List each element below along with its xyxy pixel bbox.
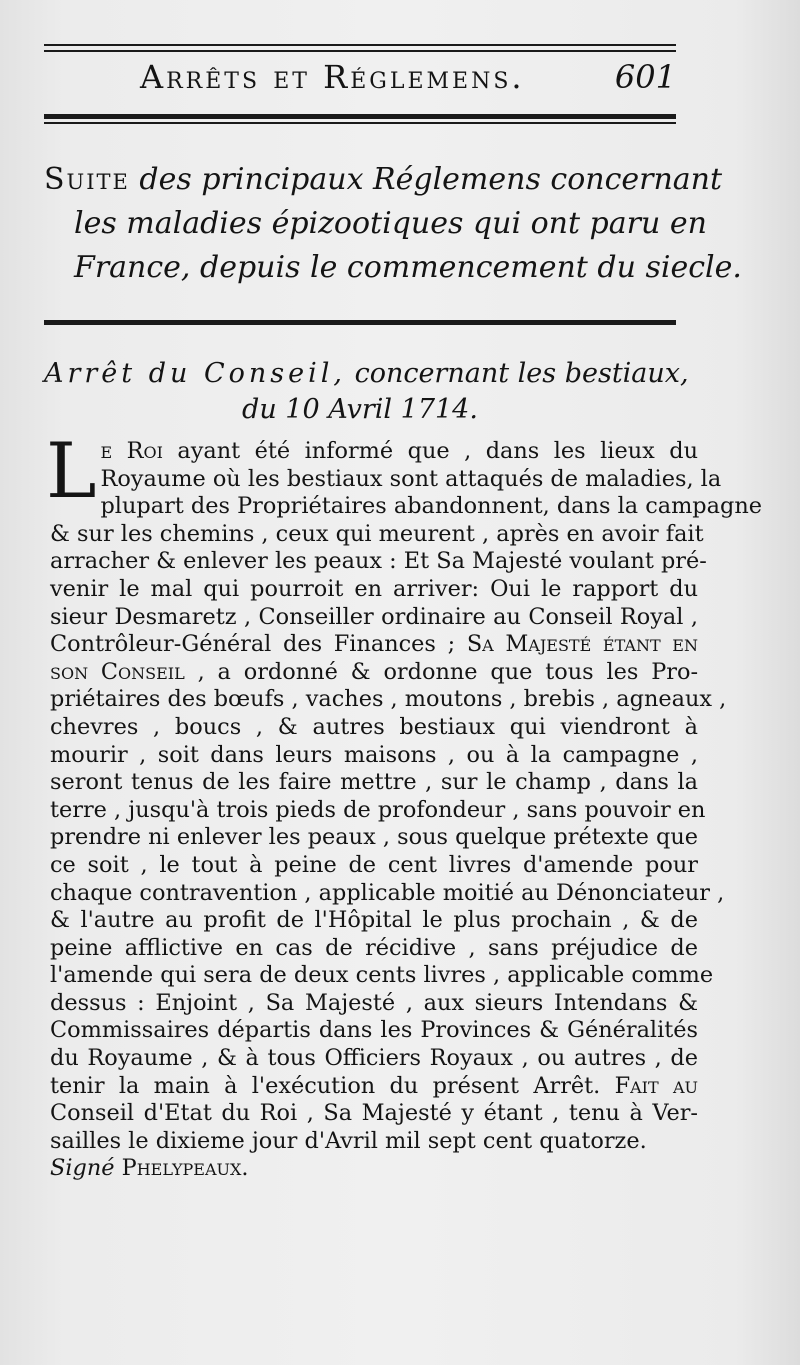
body-line: [50, 1045, 698, 1073]
body-line-text: terre , jusqu'à trois pieds de profondeur , sans pouvoir en: [50, 796, 706, 823]
body-line-text: peine afflictive en cas de récidive , sans préjudice de: [50, 934, 698, 961]
body-line: [50, 742, 698, 770]
head-rule: [44, 114, 676, 119]
body-line-text: du Royaume , & à tous Officiers Royaux , ou autres , de: [50, 1045, 698, 1072]
signature: [50, 1155, 698, 1183]
body-line: [50, 604, 698, 632]
body-line: [50, 714, 698, 742]
signature-label: Signé: [50, 1155, 115, 1182]
body-line-text: sieur Desmaretz , Conseiller ordinaire au Conseil Royal ,: [50, 603, 698, 630]
body-line-text: mourir , soit dans leurs maisons , ou à la campagne ,: [50, 741, 698, 768]
body-line-text: Commissaires départis dans les Provinces & Généralités: [50, 1017, 698, 1044]
body-line: [50, 631, 698, 659]
body-line: [50, 962, 714, 990]
body-line: [50, 879, 725, 908]
running-head-title: Arrêts et Réglemens.: [140, 58, 525, 96]
body-line-text: venir le mal qui pourroit en arriver: Oui le rapport du: [50, 575, 698, 602]
drop-cap: L: [46, 426, 97, 515]
body-line: [50, 796, 706, 825]
body-line-text: ce soit , le tout à peine de cent livres d'amende pour: [50, 851, 698, 878]
body-line: [50, 493, 762, 521]
body-line-text: arracher & enlever les peaux : Et Sa Majesté voulant pré-: [50, 548, 707, 575]
body-line: [50, 852, 698, 880]
top-rule: [44, 44, 676, 46]
body-line-text: , a ordonné & ordonne que tous les Pro-: [184, 658, 699, 685]
running-head: [44, 54, 676, 104]
body-line-text: prendre ni enlever les peaux , sous quelque prétexte que: [50, 824, 698, 851]
heading-line-1-rest: des principaux Réglemens concernant: [129, 162, 723, 197]
body-line-text: plupart des Propriétaires abandonnent, dans la campagne: [100, 493, 762, 520]
body-line: [50, 824, 698, 852]
arret-title-rest: concernant les bestiaux,: [345, 358, 689, 389]
body-line: [50, 1128, 698, 1156]
body-line: [50, 1017, 698, 1045]
body-line-text: Contrôleur-Général des Finances ;: [50, 631, 467, 658]
body-line: [50, 990, 698, 1018]
body-line-text: dessus : Enjoint , Sa Majesté , aux sieurs Intendans &: [50, 989, 698, 1016]
section-heading: [44, 158, 742, 290]
body-lines: [50, 438, 762, 1155]
body-line: [50, 769, 698, 797]
body-line-text: tenir la main à l'exécution du présent Arrêt.: [50, 1072, 615, 1099]
head-rule-inner: [44, 122, 676, 124]
body-line: [50, 548, 707, 576]
body-text: [46, 426, 762, 1183]
body-line-text: l'amende qui sera de deux cents livres , applicable comme: [50, 962, 714, 989]
body-line-text: chaque contravention , applicable moitié au Dénonciateur ,: [50, 879, 725, 906]
body-line-smallcaps: Sa Majesté étant en: [466, 631, 698, 658]
page-number: 601: [614, 58, 676, 96]
body-line: [50, 686, 727, 714]
body-line-smallcaps: e Roi: [100, 438, 163, 464]
body-line: [50, 520, 704, 549]
section-rule: [44, 320, 676, 325]
body-line-text: Royaume où les bestiaux sont attaqués de maladies, la: [100, 465, 722, 492]
arret-title-line-1: [44, 356, 689, 392]
signature-name: Phelypeaux.: [121, 1155, 249, 1182]
body-line: [50, 576, 698, 604]
heading-line-1: [44, 158, 723, 202]
body-line: [50, 907, 698, 935]
body-line: [50, 465, 722, 494]
arret-title-caps: Arrêt du Conseil,: [44, 358, 346, 389]
heading-lead: Suite: [44, 162, 130, 197]
body-line: [50, 659, 698, 687]
body-line: [50, 1100, 698, 1128]
body-line-smallcaps: son Conseil: [50, 658, 185, 685]
body-line-text: seront tenus de les faire mettre , sur le champ , dans la: [50, 769, 698, 796]
top-rule-inner: [44, 50, 676, 52]
body-line-text: & l'autre au profit de l'Hôpital le plus prochain , & de: [50, 907, 698, 934]
body-line: [50, 1073, 698, 1101]
body-line-text: & sur les chemins , ceux qui meurent , après en avoir fait: [50, 520, 704, 547]
body-line-text: chevres , boucs , & autres bestiaux qui viendront à: [50, 713, 698, 740]
heading-line-2: les maladies épizootiques qui ont paru en: [74, 206, 707, 241]
body-line: [50, 438, 698, 466]
body-line-text: priétaires des bœufs , vaches , moutons , brebis , agneaux ,: [50, 686, 727, 713]
arret-title: [44, 356, 689, 428]
body-line-text: Conseil d'Etat du Roi , Sa Majesté y étant , tenu à Ver-: [50, 1100, 698, 1127]
heading-line-3: France, depuis le commencement du siecle.: [74, 250, 742, 285]
body-line-text: sailles le dixieme jour d'Avril mil sept cent quatorze.: [50, 1127, 647, 1154]
body-line-smallcaps: Fait au: [614, 1072, 698, 1099]
arret-date: du 10 Avril 1714.: [242, 394, 478, 425]
body-line: [50, 935, 698, 963]
body-line-text: ayant été informé que , dans les lieux du: [162, 438, 698, 464]
